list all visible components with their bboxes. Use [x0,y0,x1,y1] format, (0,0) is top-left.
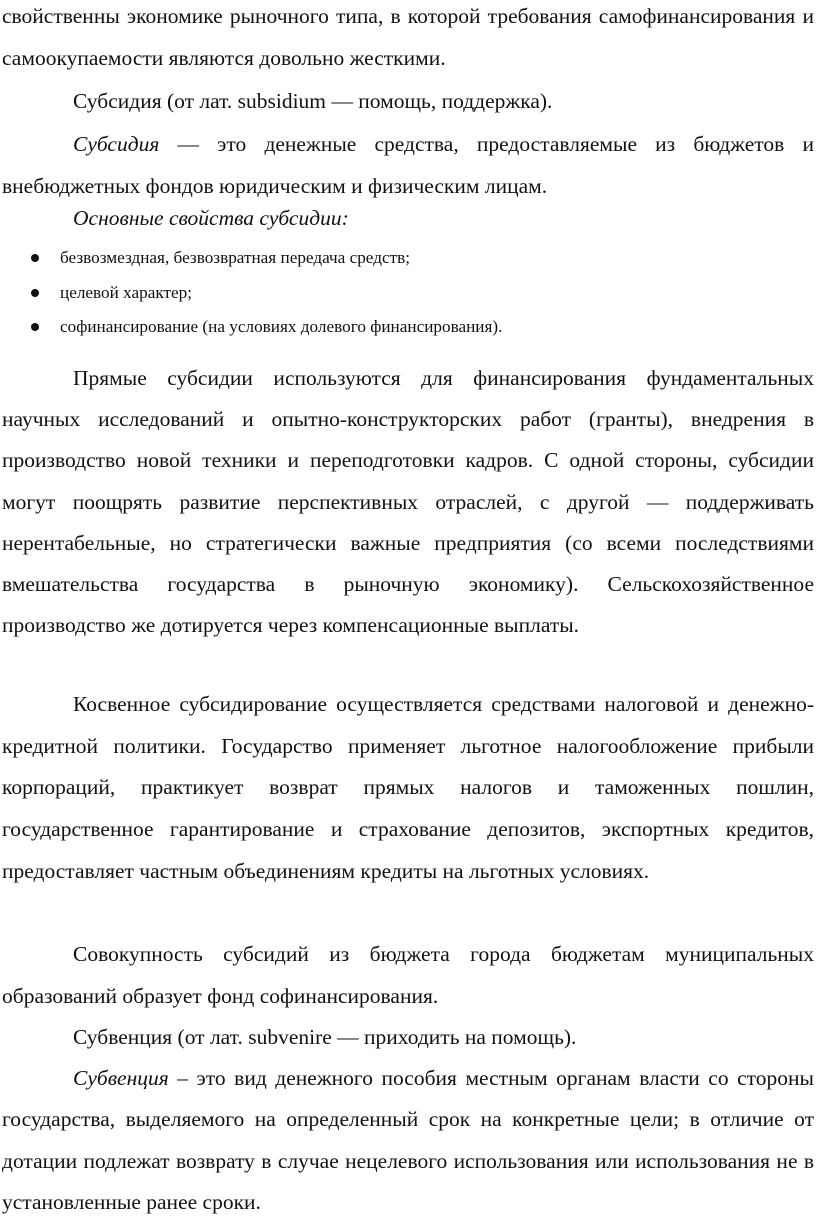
term-subsidy: Субсидия [73,132,160,156]
paragraph-cofinancing-fund: Совокупность субсидий из бюджета города бюджетам муниципальных образований образует фонд софинансирования. [2,942,814,1008]
list-item-text: софинансирование (на условиях долевого финансирования). [60,317,503,336]
properties-heading-text: Основные свойства субсидии: [73,206,349,230]
paragraph-subvention-definition [2,1058,814,1223]
bullet-icon [31,254,39,262]
paragraph-subsidy-definition [2,124,814,207]
properties-heading [2,198,814,240]
subsidy-definition-text: — это денежные средства, предоставляемые из бюджетов и внебюджетных фондов юридическим и физическим лицам. [2,132,814,198]
subvention-definition-text: – это вид денежного пособия местным органам власти со стороны государства, выделяемого на определенный срок на конкретные цели; в отличие от дотации подлежат возврату в случае нецелевого использования или использования не в установленные ранее сроки. [2,1066,814,1214]
list-item [0,276,814,311]
paragraph-subvention-etymology: Субвенция (от лат. subvenire — приходить на помощь). [73,1025,577,1049]
list-item [0,241,814,276]
list-item-text: целевой характер; [60,282,192,302]
paragraph-market-economy: свойственны экономике рыночного типа, в которой требования самофинансирования и самоокупаемости являются довольно жесткими. [2,4,814,70]
list-item [0,310,814,345]
properties-list [0,241,814,345]
paragraph-indirect-subsidies: Косвенное субсидирование осуществляется средствами налоговой и денежно-кредитной политики. Государство применяет льготное налогообложение прибыли корпораций, практикует возврат прямых налогов и таможенных пошлин, государственное гарантирование и страхование депозитов, экспортных кредитов, предоставляет частным объединениям кредиты на льготных условиях. [2,692,814,883]
paragraph-direct-subsidies: Прямые субсидии используются для финансирования фундаментальных научных исследований и опытно-конструкторских работ (гранты), внедрения в производство новой техники и переподготовки кадров. С одной стороны, субсидии могут поощрять развитие перспективных отраслей, с другой — поддерживать нерентабельные, но стратегически важные предприятия (со всеми последствиями вмешательства государства в рыночную экономику). Сельскохозяйственное производство же дотируется через компенсационные выплаты. [2,366,814,638]
bullet-icon [31,323,39,331]
list-item-text: безвозмездная, безвозвратная передача средств; [60,248,410,267]
bullet-icon [31,289,39,297]
paragraph-subsidy-etymology: Субсидия (от лат. subsidium — помощь, поддержка). [73,89,553,113]
term-subvention: Субвенция [73,1066,169,1090]
